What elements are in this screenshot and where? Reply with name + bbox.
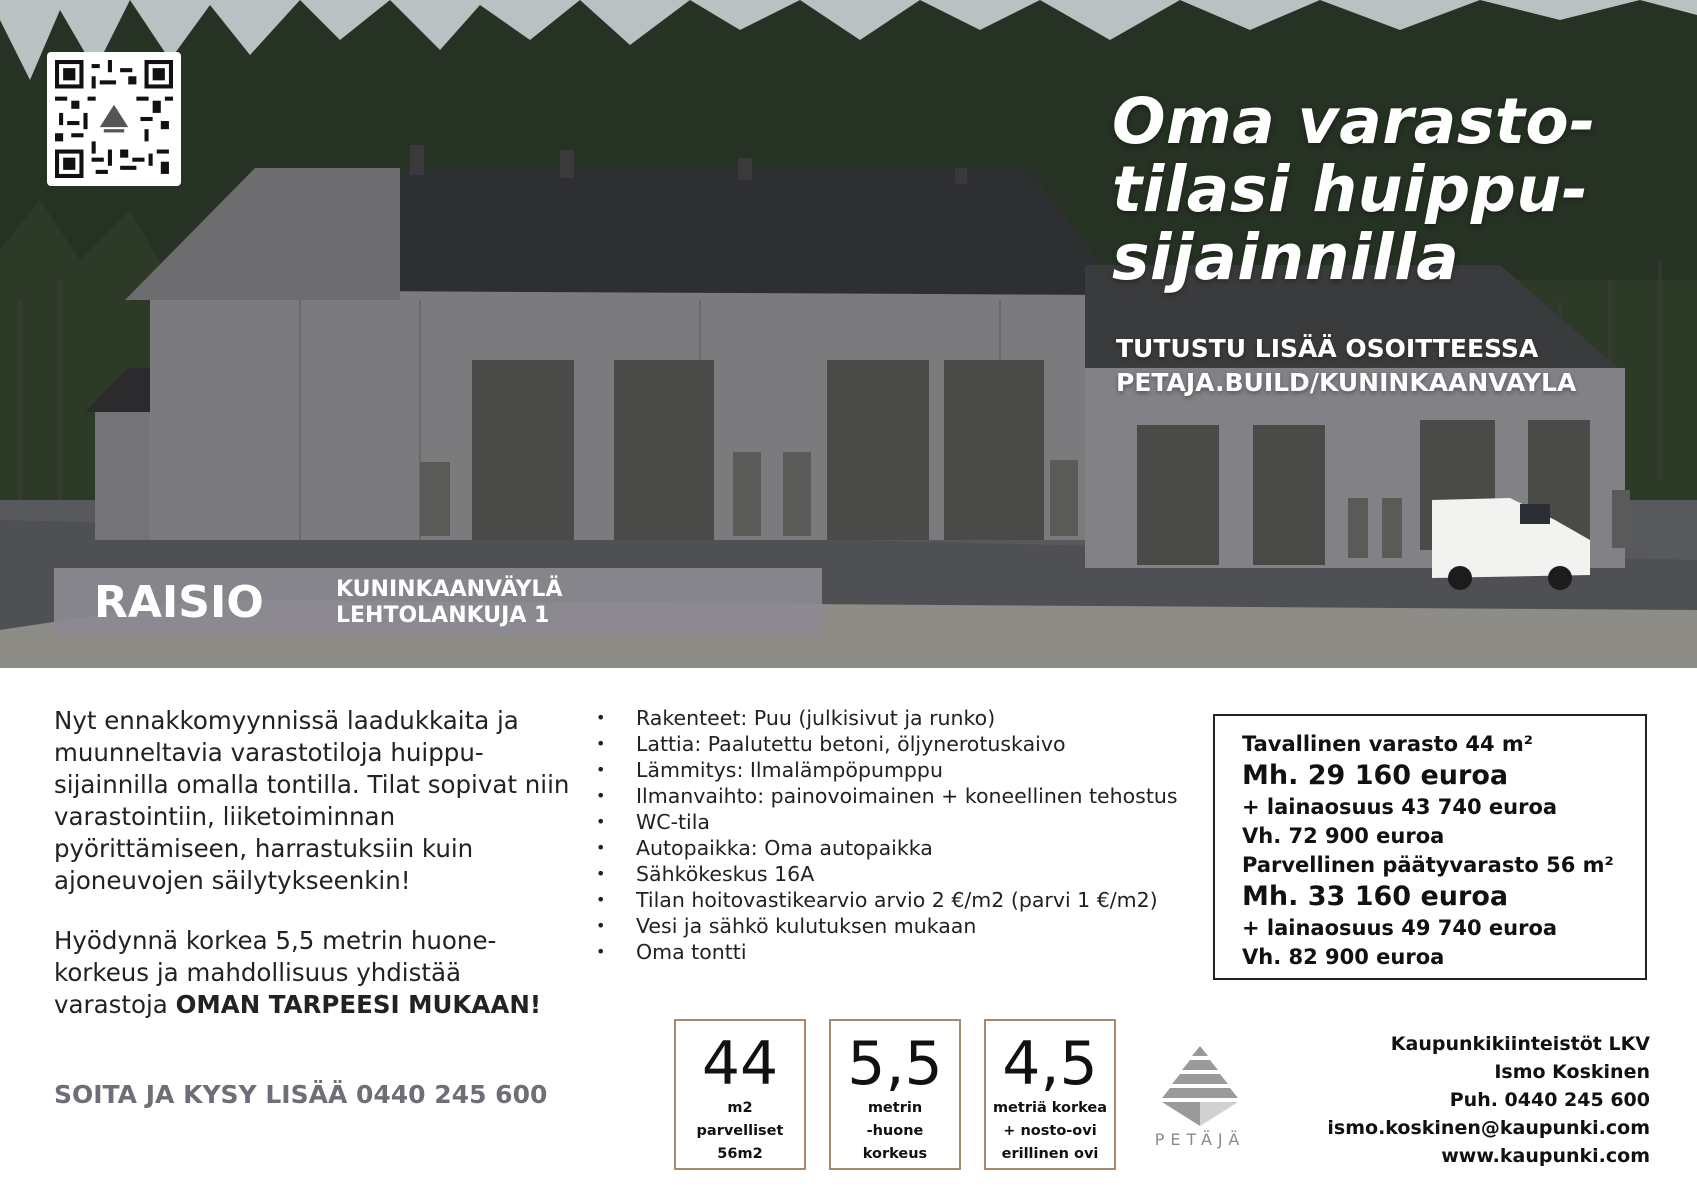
feature-item: • Sähkökeskus 16A bbox=[596, 861, 1196, 887]
website-link[interactable]: www.kaupunki.com bbox=[1441, 1145, 1650, 1167]
price-box bbox=[1213, 714, 1647, 980]
unit-1-title: Tavallinen varasto 44 m² bbox=[1242, 732, 1533, 756]
intro-emphasis: OMAN TARPEESI MUKAAN! bbox=[175, 990, 541, 1019]
unit-1-loan-share: + lainaosuus 43 740 euroa bbox=[1242, 795, 1558, 819]
stat-caption-line: + nosto-ovi bbox=[1003, 1123, 1097, 1139]
stat-number: 4,5 bbox=[1002, 1029, 1098, 1099]
intro-paragraph-2 bbox=[54, 925, 574, 1021]
contact-info bbox=[1327, 1030, 1650, 1170]
headline-line-2: tilasi huippu- bbox=[1112, 153, 1589, 226]
street-line-2: LEHTOLANKUJA 1 bbox=[336, 603, 550, 628]
street-address bbox=[336, 577, 562, 629]
feature-item: • Oma tontti bbox=[596, 939, 1196, 965]
city-name: RAISIO bbox=[94, 577, 264, 628]
phone-number[interactable]: Puh. 0440 245 600 bbox=[1449, 1089, 1650, 1111]
visit-url[interactable]: PETAJA.BUILD/KUNINKAANVAYLA bbox=[1116, 368, 1577, 397]
visit-website-text bbox=[1116, 332, 1576, 400]
unit-1-total-price: Vh. 72 900 euroa bbox=[1242, 824, 1445, 848]
stat-caption-line: parvelliset bbox=[696, 1123, 784, 1139]
feature-list bbox=[596, 705, 1196, 965]
feature-item: • Lämmitys: Ilmalämpöpumppu bbox=[596, 757, 1196, 783]
petaja-logo bbox=[1140, 1044, 1260, 1154]
pyramid-logo-icon bbox=[1160, 1044, 1240, 1128]
stat-number: 5,5 bbox=[847, 1029, 943, 1099]
location-bar bbox=[54, 568, 822, 636]
qr-code[interactable] bbox=[47, 52, 181, 186]
intro-text bbox=[54, 705, 574, 1049]
stat-caption-line: metriä korkea bbox=[992, 1100, 1108, 1116]
headline-line-3: sijainnilla bbox=[1112, 221, 1460, 294]
unit-2-title: Parvellinen päätyvarasto 56 m² bbox=[1242, 853, 1614, 877]
headline-line-1: Oma varasto- bbox=[1112, 85, 1596, 158]
feature-item: • Lattia: Paalutettu betoni, öljynerotuskaivo bbox=[596, 731, 1196, 757]
feature-item: • Vesi ja sähkö kulutuksen mukaan bbox=[596, 913, 1196, 939]
headline bbox=[1112, 85, 1672, 294]
stat-caption-line: metrin bbox=[867, 1100, 923, 1116]
intro-paragraph-2-text: Hyödynnä korkea 5,5 metrin huone-korkeus ja mahdollisuus yhdistää varastoja bbox=[54, 926, 497, 1019]
stat-caption-line: korkeus bbox=[862, 1146, 928, 1162]
unit-2-debt-free-price: Mh. 33 160 euroa bbox=[1242, 881, 1509, 912]
unit-2-loan-share: + lainaosuus 49 740 euroa bbox=[1242, 916, 1558, 940]
feature-item: • Ilmanvaihto: painovoimainen + koneellinen tehostus bbox=[596, 783, 1196, 809]
call-to-action[interactable]: SOITA JA KYSY LISÄÄ 0440 245 600 bbox=[54, 1080, 548, 1109]
feature-item: • Tilan hoitovastikearvio arvio 2 €/m2 (parvi 1 €/m2) bbox=[596, 887, 1196, 913]
stat-box-area bbox=[674, 1019, 806, 1170]
intro-paragraph-1: Nyt ennakkomyynnissä laadukkaita ja muunneltavia varastotiloja huippu-sijainnilla omalla tontilla. Tilat sopivat niin varastointiin, liiketoiminnan pyörittämiseen, harrastuksiin kuin ajoneuvojen säilytykseenkin! bbox=[54, 706, 570, 895]
feature-item: • WC-tila bbox=[596, 809, 1196, 835]
feature-item: • Autopaikka: Oma autopaikka bbox=[596, 835, 1196, 861]
stat-caption-line: 56m2 bbox=[717, 1146, 763, 1162]
feature-item: • Rakenteet: Puu (julkisivut ja runko) bbox=[596, 705, 1196, 731]
unit-1-debt-free-price: Mh. 29 160 euroa bbox=[1242, 760, 1509, 791]
stat-caption-line: m2 bbox=[727, 1100, 753, 1116]
agent-name: Ismo Koskinen bbox=[1494, 1061, 1650, 1083]
email-link[interactable]: ismo.koskinen@kaupunki.com bbox=[1327, 1117, 1650, 1139]
street-line-1: KUNINKAANVÄYLÄ bbox=[336, 577, 563, 602]
visit-line-1: TUTUSTU LISÄÄ OSOITTEESSA bbox=[1116, 334, 1539, 363]
stat-caption-line: erillinen ovi bbox=[1001, 1146, 1099, 1162]
stat-number: 44 bbox=[701, 1029, 779, 1099]
stat-box-height bbox=[829, 1019, 961, 1170]
stat-box-door bbox=[984, 1019, 1116, 1170]
qr-code-icon bbox=[55, 60, 173, 178]
unit-2-total-price: Vh. 82 900 euroa bbox=[1242, 945, 1445, 969]
brand-name: PETÄJÄ bbox=[1154, 1130, 1246, 1149]
stat-caption-line: -huone bbox=[866, 1123, 924, 1139]
agency-name: Kaupunkikiinteistöt LKV bbox=[1390, 1033, 1650, 1055]
